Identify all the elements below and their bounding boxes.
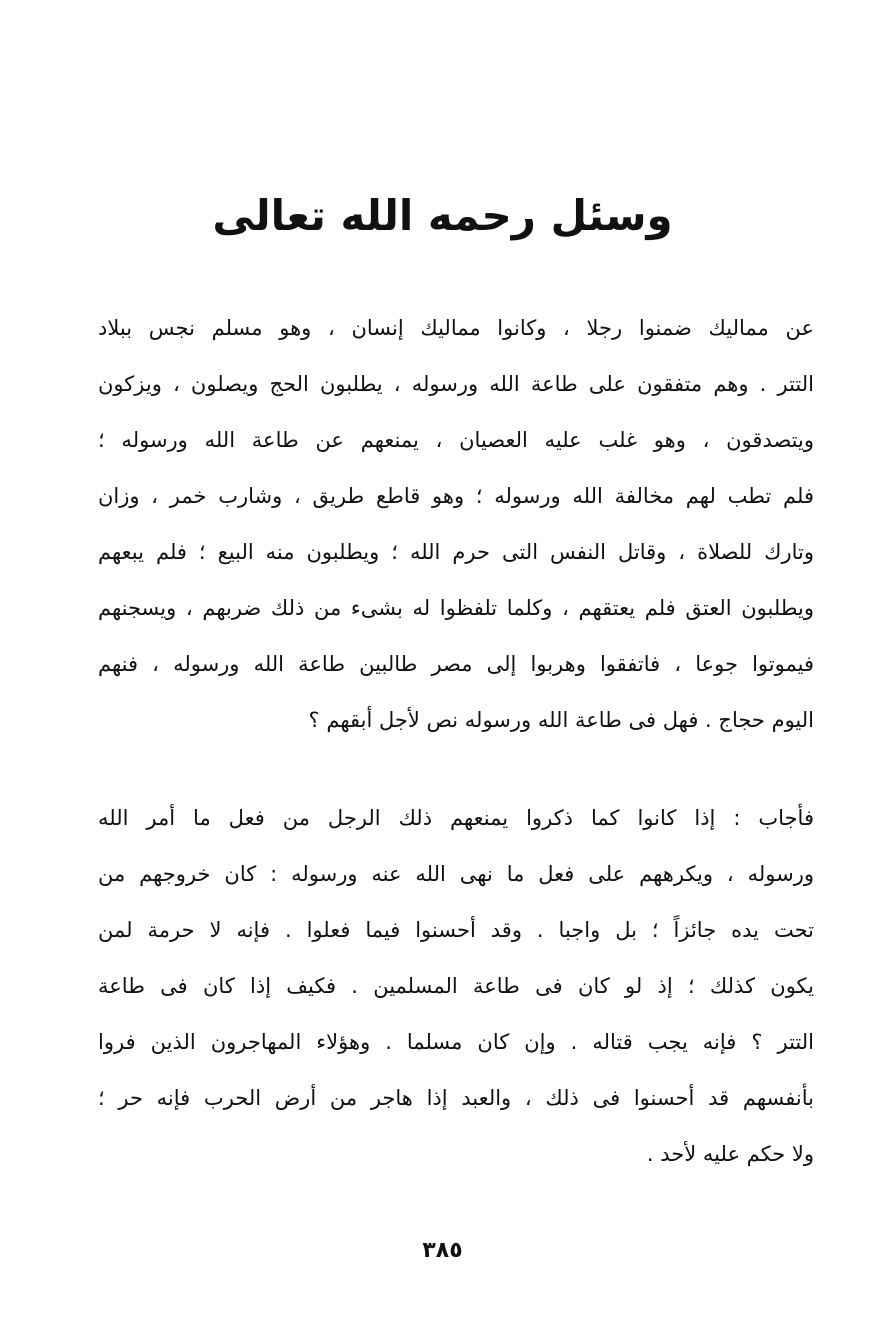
page-number: ٣٨٥ <box>422 1238 463 1263</box>
text-line: فيموتوا جوعا ، فاتفقوا وهربوا إلى مصر طالبين طاعة الله ورسوله ، فنهم <box>98 652 814 676</box>
text-line: فأجاب : إذا كانوا كما ذكروا يمنعهم ذلك الرجل من فعل ما أمر الله <box>98 806 814 830</box>
text-line: بأنفسهم قد أحسنوا فى ذلك ، والعبد إذا هاجر من أرض الحرب فإنه حر ؛ <box>98 1086 814 1110</box>
question-paragraph <box>98 300 814 748</box>
text-line: اليوم حجاج . فهل فى طاعة الله ورسوله نص لأجل أبقهم ؟ <box>308 708 814 732</box>
text-line: ويطلبون العتق فلم يعتقهم ، وكلما تلفظوا له بشىء من ذلك ضربهم ، ويسجنهم <box>98 596 814 620</box>
text-line: عن مماليك ضمنوا رجلا ، وكانوا مماليك إنسان ، وهو مسلم نجس ببلاد <box>98 316 814 340</box>
text-line: ويتصدقون ، وهو غلب عليه العصيان ، يمنعهم عن طاعة الله ورسوله ؛ <box>98 428 814 452</box>
text-line: تحت يده جائزاً ؛ بل واجبا . وقد أحسنوا فيما فعلوا . فإنه لا حرمة لمن <box>98 918 814 942</box>
text-line: يكون كذلك ؛ إذ لو كان فى طاعة المسلمين . فكيف إذا كان فى طاعة <box>98 974 814 998</box>
text-line: التتر ؟ فإنه يجب قتاله . وإن كان مسلما . وهؤلاء المهاجرون الذين فروا <box>98 1030 814 1054</box>
page-heading: وسئل رحمه الله تعالى <box>212 191 673 240</box>
text-line: فلم تطب لهم مخالفة الله ورسوله ؛ وهو قاطع طريق ، وشارب خمر ، وزان <box>98 484 814 508</box>
text-line: ورسوله ، ويكرههم على فعل ما نهى الله عنه ورسوله : كان خروجهم من <box>98 862 814 886</box>
text-line: التتر . وهم متفقون على طاعة الله ورسوله ، يطلبون الحج ويصلون ، ويزكون <box>98 372 814 396</box>
text-line: ولا حكم عليه لأحد . <box>646 1142 814 1166</box>
answer-paragraph <box>98 790 814 1182</box>
text-line: وتارك للصلاة ، وقاتل النفس التى حرم الله ؛ ويطلبون منه البيع ؛ فلم يبعهم <box>98 540 814 564</box>
